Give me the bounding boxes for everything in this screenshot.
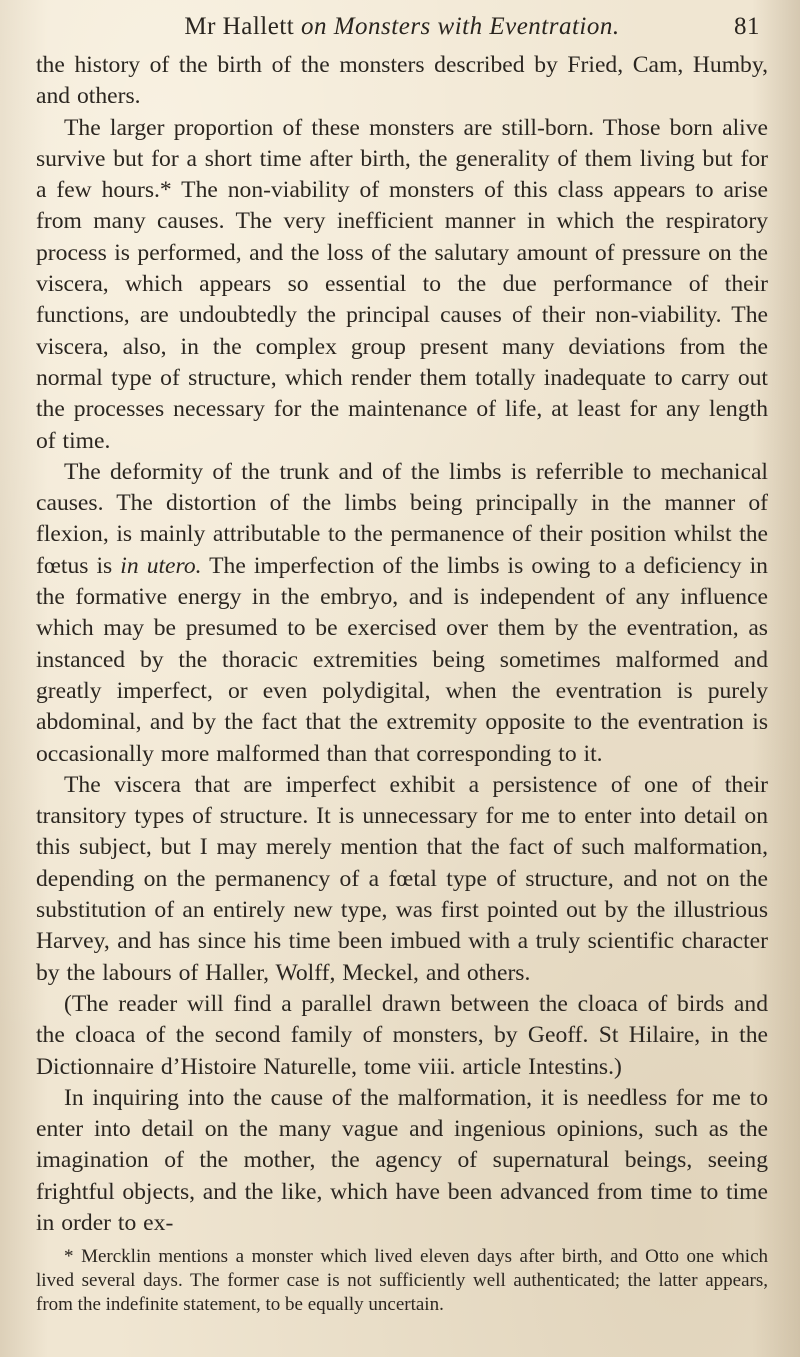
page-number: 81 <box>734 13 760 40</box>
running-head-connector: on <box>300 13 327 40</box>
paragraph-3 <box>36 457 768 770</box>
paragraph-2: The larger proportion of these monsters are still-born. Those born alive survive but for a short time after birth, the generality of them living but for a few hours.* The non-viability of monsters of this class appears to arise from many causes. The very inefficient manner in which the respiratory process is performed, and the loss of the salutary amount of pressure on the viscera, which appears so essential to the due performance of their functions, are undoubtedly the principal causes of their non-viability. The viscera, also, in the complex group present many deviations from the normal type of structure, which render them totally inadequate to carry out the processes necessary for the maintenance of life, at least for any length of time. <box>36 114 768 454</box>
paragraph-3-italic-phrase: in utero. <box>120 552 202 579</box>
running-head-author: Mr Hallett <box>184 13 295 40</box>
paragraph-5: (The reader will find a parallel drawn between the cloaca of birds and the cloaca of the second family of monsters, by Geoff. St Hilaire, in the Dictionnaire d’Histoire Naturelle, tome viii. article Intestins.) <box>36 990 768 1080</box>
paragraph-4: The viscera that are imperfect exhibit a persistence of one of their transitory types of structure. It is unnecessary for me to enter into detail on this subject, but I may merely mention that the fact of such malformation, depending on the permanency of a fœtal type of structure, and not on the substitution of an entirely new type, was first pointed out by the illustrious Harvey, and has since his time been imbued with a truly scientific character by the labours of Haller, Wolff, Meckel, and others. <box>36 771 768 986</box>
running-head <box>36 8 768 46</box>
paragraph-3-part-2: The imperfection of the limbs is owing to a deficiency in the formative energy in the embryo, and is independent of any influence which may be presumed to be exercised over them by the eventration, as instanced by the thoracic extremities being sometimes malformed and greatly imperfect, or even polydigital, when the eventration is purely abdominal, and by the fact that the extremity opposite to the eventration is occasionally more malformed than that corresponding to it. <box>36 552 768 767</box>
paragraph-1: the history of the birth of the monsters described by Fried, Cam, Humby, and others. <box>36 52 768 110</box>
body-text <box>36 50 768 1239</box>
footnote: * Mercklin mentions a monster which lived eleven days after birth, and Otto one which lived several days. The former case is not sufficiently well authenticated; the latter appears, from the indefinite statement, to be equally uncertain. <box>36 1246 768 1316</box>
running-head-title: Monsters with Eventration. <box>333 13 620 40</box>
paragraph-3-part-1: The deformity of the trunk and of the limbs is referrible to mechanical causes. The distortion of the limbs being principally in the manner of flexion, is mainly attributable to the permanence of their position whilst the fœtus is <box>36 458 768 579</box>
paragraph-6: In inquiring into the cause of the malformation, it is needless for me to enter into detail on the many vague and ingenious opinions, such as the imagination of the mother, the agency of supernatural beings, seeing frightful objects, and the like, which have been advanced from time to time in order to ex- <box>36 1084 768 1236</box>
